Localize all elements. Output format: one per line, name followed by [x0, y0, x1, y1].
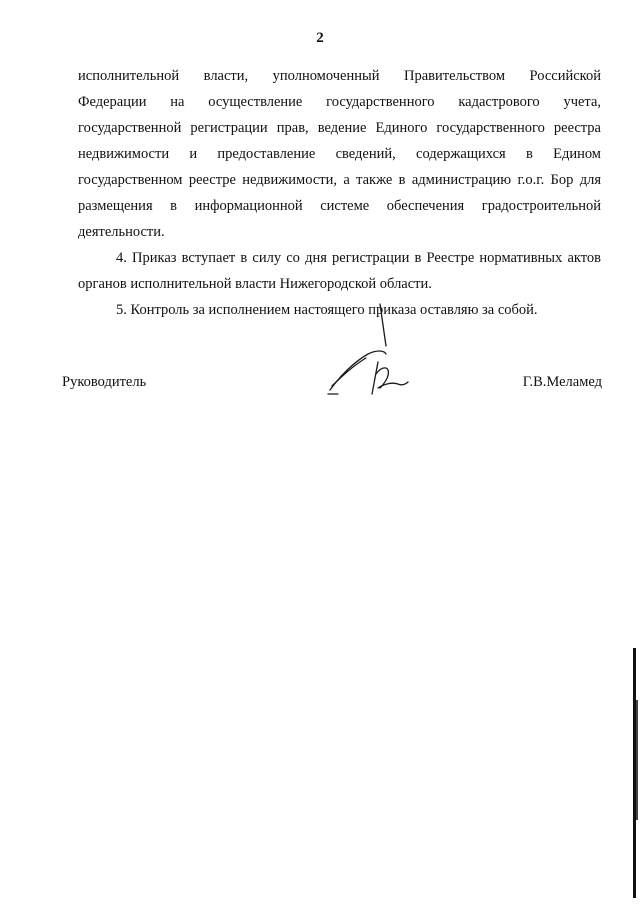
text-line: недвижимости и предоставление сведений, содержащихся в Едином	[78, 146, 601, 162]
signer-title: Руководитель	[62, 374, 147, 390]
text-line: государственном реестре недвижимости, а также в администрацию г.о.г. Бор для	[78, 172, 601, 188]
paragraph-5-line: 5. Контроль за исполнением настоящего приказа оставляю за собой.	[116, 302, 538, 318]
signer-name: Г.В.Меламед	[522, 374, 602, 390]
text-line: Федерации на осуществление государственного кадастрового учета,	[78, 94, 601, 110]
scan-edge-mark	[636, 700, 638, 820]
text-line: размещения в информационной системе обеспечения градостроительной	[78, 198, 601, 214]
text-line: деятельности.	[78, 224, 165, 240]
text-line: исполнительной власти, уполномоченный Правительством Российской	[78, 68, 601, 84]
page-number: 2	[316, 30, 324, 46]
paragraph-4-line: органов исполнительной власти Нижегородской области.	[78, 276, 432, 292]
paragraph-4-line: 4. Приказ вступает в силу со дня регистрации в Реестре нормативных актов	[116, 250, 601, 266]
text-line: государственной регистрации прав, ведение Единого государственного реестра	[78, 120, 601, 136]
signature-block	[62, 372, 602, 392]
